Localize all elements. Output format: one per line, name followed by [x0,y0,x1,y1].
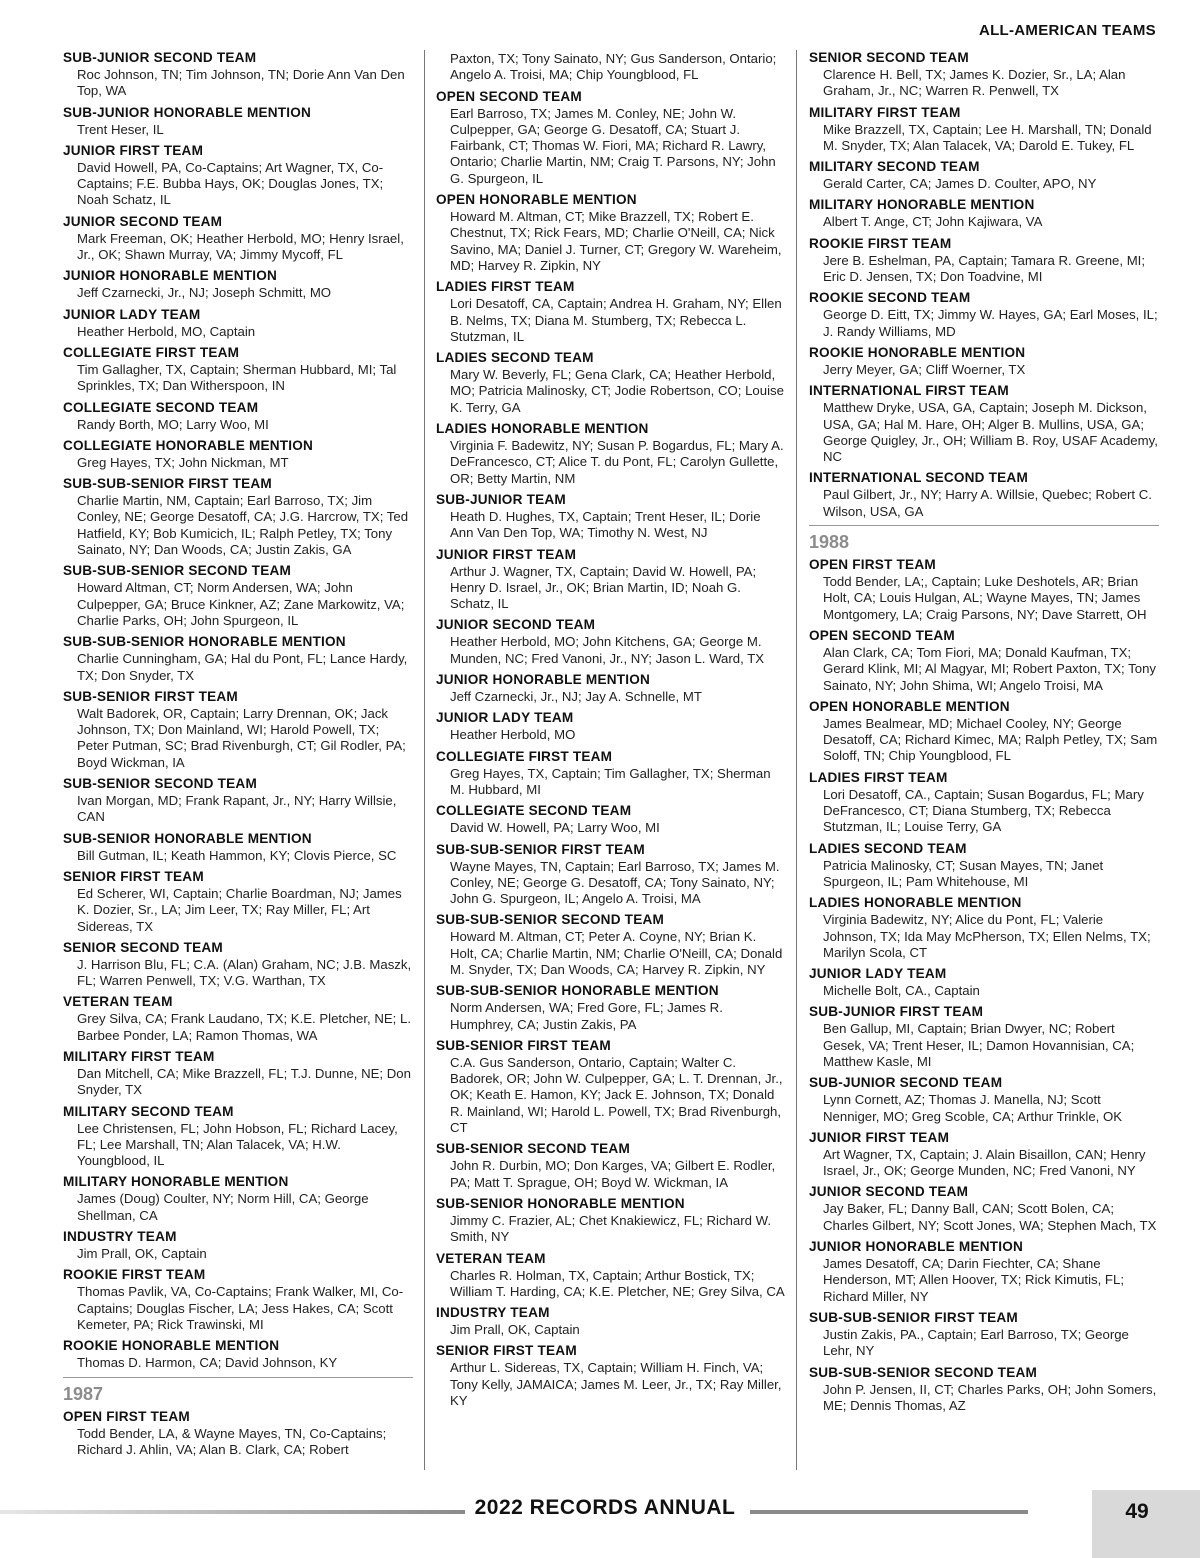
team-heading: COLLEGIATE HONORABLE MENTION [63,437,314,453]
team-entry [63,1104,413,1170]
team-heading: SENIOR SECOND TEAM [63,939,223,955]
team-entry [809,1004,1159,1070]
team-members: John R. Durbin, MO; Don Karges, VA; Gilbert E. Rodler, PA; Matt T. Sprague, OH; Boyd W. Wickman, IA [450,1158,776,1190]
team-members: Heather Herbold, MO, Captain [77,323,256,339]
team-heading: SUB-SUB-SENIOR FIRST TEAM [63,476,272,492]
team-entry [63,1174,413,1224]
team-members: Earl Barroso, TX; James M. Conley, NE; John W. Culpepper, GA; George G. Desatoff, CA; Stuart J. Fairbank, CT; Thomas W. Fiori, MA; Richard R. Lawry, Ontario; Charlie Martin, NM; Craig T. Parsons, NY; John G. Spurgeon, IL [450,105,776,186]
team-entry [809,383,1159,465]
team-members: Charlie Martin, NM, Captain; Earl Barroso, TX; Jim Conley, NE; George Desatoff, CA; J.G. Harcrow, TX; Ted Hatfield, KY; Bob Kumicich, IL; Ralph Petley, TX; Tony Sainato, NY; Dan Woods, CA; Justin Zakis, GA [77,493,409,558]
team-entry [436,89,786,187]
team-heading: SUB-SENIOR FIRST TEAM [436,1037,611,1053]
year-heading: 1987 [63,1383,104,1404]
team-entry [809,105,1159,155]
team-members: Jim Prall, OK, Captain [77,1246,207,1262]
team-entry [436,1038,786,1136]
team-entry [63,438,413,471]
team-heading: INDUSTRY TEAM [63,1229,177,1245]
team-members: Heath D. Hughes, TX, Captain; Trent Heser, IL; Dorie Ann Van Den Top, WA; Timothy N. West, NJ [450,508,761,541]
team-entry [436,1305,786,1338]
team-heading: OPEN FIRST TEAM [63,1408,190,1424]
team-members: J. Harrison Blu, FL; C.A. (Alan) Graham, NC; J.B. Maszk, FL; Warren Penwell, TX; V.G. Warthan, TX [77,956,412,989]
team-heading: SENIOR FIRST TEAM [436,1343,577,1359]
team-heading: OPEN SECOND TEAM [436,88,582,104]
team-members: Jere B. Eshelman, PA, Captain; Tamara R. Greene, MI; Eric D. Jensen, TX; Don Toadvine, MI [823,252,1146,285]
team-members: George D. Eitt, TX; Jimmy W. Hayes, GA; Earl Moses, IL; J. Randy Williams, MD [823,307,1158,339]
team-members: Mark Freeman, OK; Heather Herbold, MO; Henry Israel, Jr., OK; Shawn Murray, VA; Jimmy Mycoff, FL [77,230,404,263]
team-members: James Desatoff, CA; Darin Fiechter, CA; Shane Henderson, MT; Allen Hoover, TX; Rick Kimutis, FL; Richard Miller, NY [823,1256,1124,1304]
team-members: Mike Brazzell, TX, Captain; Lee H. Marshall, TN; Donald M. Snyder, TX; Alan Talacek, VA; Darold E. Tukey, FL [823,121,1152,153]
team-heading: JUNIOR HONORABLE MENTION [809,1239,1023,1255]
team-entry [63,634,413,684]
team-entry [809,1310,1159,1360]
team-heading: LADIES SECOND TEAM [809,840,967,856]
team-heading: JUNIOR LADY TEAM [809,966,947,982]
section-title: ALL-AMERICAN TEAMS [978,22,1156,39]
team-entry [436,749,786,799]
team-heading: SUB-JUNIOR TEAM [436,491,566,507]
team-heading: SUB-SENIOR SECOND TEAM [436,1141,630,1157]
team-members: Paul Gilbert, Jr., NY; Harry A. Willsie, Quebec; Robert C. Wilson, USA, GA [823,487,1152,519]
team-members: Norm Andersen, WA; Fred Gore, FL; James R. Humphrey, CA; Justin Zakis, PA [450,1000,723,1032]
team-entry [436,279,786,345]
team-members: Virginia F. Badewitz, NY; Susan P. Bogardus, FL; Mary A. DeFrancesco, CT; Alice T. du Pont, FL; Carolyn Gullette, OR; Betty Martin, NM [450,438,784,486]
team-heading: SUB-SUB-SENIOR HONORABLE MENTION [436,983,719,999]
team-members: Lori Desatoff, CA., Captain; Susan Bogardus, FL; Mary DeFrancesco, CT; Diana Stumberg, TX; Rebecca Stutzman, IL; Louise Terry, GA [823,786,1144,835]
team-heading: SUB-SENIOR HONORABLE MENTION [63,830,312,846]
team-entry [63,689,413,771]
team-entry [809,1130,1159,1180]
team-members: Patricia Malinosky, CT; Susan Mayes, TN; Janet Spurgeon, IL; Pam Whitehouse, MI [823,857,1104,889]
team-heading: SUB-SUB-SENIOR SECOND TEAM [809,1364,1037,1380]
team-members: Grey Silva, CA; Frank Laudano, TX; K.E. Pletcher, NE; L. Barbee Ponder, LA; Ramon Thomas, WA [77,1011,411,1043]
team-entry [63,268,413,301]
team-entry [63,1229,413,1262]
team-members: Jerry Meyer, GA; Cliff Woerner, TX [823,361,1026,377]
team-entry [809,966,1159,999]
team-members: Thomas Pavlik, VA, Co-Captains; Frank Walker, MI, Co-Captains; Douglas Fischer, LA; Jess Hakes, CA; Scott Kemeter, PA; Rick Trawinski, MI [77,1284,404,1332]
team-heading: COLLEGIATE FIRST TEAM [436,748,613,764]
team-entry [809,699,1159,765]
team-members: Greg Hayes, TX, Captain; Tim Gallagher, TX; Sherman M. Hubbard, MI [450,765,771,797]
team-entry [809,50,1159,100]
team-entry [809,1239,1159,1305]
team-heading: SUB-SUB-SENIOR HONORABLE MENTION [63,634,346,650]
team-heading: JUNIOR LADY TEAM [63,306,201,322]
team-members: Ben Gallup, MI, Captain; Brian Dwyer, NC; Robert Gesek, VA; Trent Heser, IL; Damon Hovannisian, CA; Matthew Kasle, MI [823,1021,1135,1069]
team-members: Roc Johnson, TN; Tim Johnson, TN; Dorie Ann Van Den Top, WA [77,67,405,99]
team-members: Lori Desatoff, CA, Captain; Andrea H. Graham, NY; Ellen B. Nelms, TX; Diana M. Stumberg, TX; Rebecca L. Stutzman, IL [450,296,782,344]
team-entry [63,214,413,264]
team-heading: SUB-SENIOR HONORABLE MENTION [436,1195,685,1211]
team-entry [63,307,413,340]
team-members: James Bealmear, MD; Michael Cooley, NY; George Desatoff, CA; Richard Kimec, MA; Ralph Petley, TX; Sam Soloff, TN; Chip Youngblood, FL [823,715,1158,764]
team-members: Howard Altman, CT; Norm Andersen, WA; John Culpepper, GA; Bruce Kinkner, AZ; Zane Markowitz, VA; Charlie Parks, OH; John Spurgeon, IL [77,580,405,628]
team-entry [63,776,413,826]
team-entry [809,197,1159,230]
team-entry [809,290,1159,340]
team-members: Greg Hayes, TX; John Nickman, MT [77,454,289,470]
team-members: Heather Herbold, MO [450,727,576,743]
team-heading: JUNIOR FIRST TEAM [63,142,204,158]
team-heading: SUB-SENIOR SECOND TEAM [63,776,257,792]
team-members: Trent Heser, IL [77,121,164,137]
team-heading: COLLEGIATE FIRST TEAM [63,344,240,360]
team-entry [436,710,786,743]
team-entry [436,1251,786,1301]
team-heading: JUNIOR FIRST TEAM [809,1129,950,1145]
team-heading: OPEN SECOND TEAM [809,627,955,643]
team-members: Jimmy C. Frazier, AL; Chet Knakiewicz, FL; Richard W. Smith, NY [450,1212,771,1245]
team-entry [809,159,1159,192]
team-heading: LADIES FIRST TEAM [809,769,948,785]
team-members: Jim Prall, OK, Captain [450,1322,580,1338]
team-heading: SENIOR SECOND TEAM [809,50,969,65]
year-section [809,525,1159,553]
team-members: Thomas D. Harmon, CA; David Johnson, KY [77,1355,338,1371]
team-entry [63,50,413,100]
team-members: Art Wagner, TX, Captain; J. Alain Bisaillon, CAN; Henry Israel, Jr., OK; George Munden, NC; Fred Vanoni, NY [823,1146,1146,1179]
team-heading: SUB-JUNIOR HONORABLE MENTION [63,104,312,120]
team-members: Gerald Carter, CA; James D. Coulter, APO, NY [823,176,1097,192]
team-heading: JUNIOR SECOND TEAM [63,213,223,229]
team-heading: ROOKIE FIRST TEAM [809,235,952,251]
team-entry [63,994,413,1044]
team-entry [63,345,413,395]
team-heading: ROOKIE HONORABLE MENTION [809,344,1026,360]
team-heading: JUNIOR HONORABLE MENTION [63,268,277,284]
team-entry [436,1141,786,1191]
team-entry [809,1184,1159,1234]
team-heading: ROOKIE HONORABLE MENTION [63,1338,280,1354]
team-members: Arthur L. Sidereas, TX, Captain; William H. Finch, VA; Tony Kelly, JAMAICA; James M. Leer, Jr., TX; Ray Miller, KY [450,1360,782,1409]
team-members: Mary W. Beverly, FL; Gena Clark, CA; Heather Herbold, MO; Patricia Malinosky, CT; Jodie Robertson, CO; Louise K. Terry, GA [450,367,784,415]
team-members: Bill Gutman, IL; Keath Hammon, KY; Clovis Pierce, SC [77,847,397,863]
team-members: Michelle Bolt, CA., Captain [823,983,980,999]
team-entry [436,421,786,487]
team-entry [436,547,786,613]
team-members: Randy Borth, MO; Larry Woo, MI [77,416,269,432]
team-heading: INTERNATIONAL FIRST TEAM [809,383,1009,399]
team-heading: MILITARY HONORABLE MENTION [63,1174,289,1190]
team-entry [436,1196,786,1246]
team-members: Heather Herbold, MO; John Kitchens, GA; George M. Munden, NC; Fred Vanoni, Jr., NY; Jason L. Ward, TX [450,634,765,666]
team-entry [63,869,413,935]
team-heading: SUB-SUB-SENIOR SECOND TEAM [436,912,664,928]
team-heading: SUB-SENIOR FIRST TEAM [63,688,238,704]
team-entry [809,770,1159,836]
team-heading: LADIES HONORABLE MENTION [436,421,649,437]
footer-title: 2022 RECORDS ANNUAL [474,1496,736,1519]
team-members: Wayne Mayes, TN, Captain; Earl Barroso, TX; James M. Conley, NE; George G. Desatoff, CA; Tony Sainato, NY; John G. Spurgeon, IL; Angelo A. Troisi, MA [450,858,780,907]
team-heading: VETERAN TEAM [436,1250,546,1266]
column-1 [63,50,413,1463]
team-entry [63,476,413,558]
team-heading: JUNIOR SECOND TEAM [809,1184,969,1200]
team-members: Jeff Czarnecki, Jr., NJ; Jay A. Schnelle, MT [450,689,702,705]
team-entry [63,940,413,990]
team-heading: VETERAN TEAM [63,994,173,1010]
team-members: Howard M. Altman, CT; Mike Brazzell, TX; Robert E. Chestnut, TX; Rick Fears, MD; Charlie O'Neill, CA; Nick Savino, MA; Daniel J. Turner, CT; Gregory W. Wareheim, MD; Harvey R. Zipkin, NY [450,209,782,273]
team-heading: SUB-SUB-SENIOR SECOND TEAM [63,563,291,579]
team-members: Ivan Morgan, MD; Frank Rapant, Jr., NY; Harry Willsie, CAN [77,793,397,825]
team-members: C.A. Gus Sanderson, Ontario, Captain; Walter C. Badorek, OR; John W. Culpepper, GA; L. T. Drennan, Jr., OK; Keath E. Hamon, KY; Jack E. Johnson, TX; Donald R. Mainland, WI; Harold L. Powell, TX; Brad Rivenburgh, CT [450,1054,783,1136]
team-members: Paxton, TX; Tony Sainato, NY; Gus Sanderson, Ontario; Angelo A. Troisi, MA; Chip Youngblood, FL [450,51,777,83]
team-entry [63,1049,413,1099]
team-heading: JUNIOR SECOND TEAM [436,617,596,633]
team-entry [63,400,413,433]
team-entry [63,831,413,864]
team-heading: MILITARY SECOND TEAM [809,159,980,175]
team-heading: SUB-SUB-SENIOR FIRST TEAM [436,841,645,857]
team-members: Arthur J. Wagner, TX, Captain; David W. Howell, PA; Henry D. Israel, Jr., OK; Brian Martin, ID; Noah G. Schatz, IL [450,563,757,612]
team-heading: JUNIOR FIRST TEAM [436,546,577,562]
team-members: John P. Jensen, II, CT; Charles Parks, OH; John Somers, ME; Dennis Thomas, AZ [823,1381,1157,1413]
team-entry [63,1409,413,1459]
team-heading: LADIES HONORABLE MENTION [809,895,1022,911]
team-heading: COLLEGIATE SECOND TEAM [436,803,632,819]
team-heading: COLLEGIATE SECOND TEAM [63,399,259,415]
team-members: Albert T. Ange, CT; John Kajiwara, VA [823,214,1043,230]
team-heading: SUB-SUB-SENIOR FIRST TEAM [809,1309,1018,1325]
team-entry [63,105,413,138]
team-members: Virginia Badewitz, NY; Alice du Pont, FL; Valerie Johnson, TX; Ida May McPherson, TX; Ellen Nelms, TX; Marilyn Scola, CT [823,912,1151,960]
team-members: Ed Scherer, WI, Captain; Charlie Boardman, NJ; James K. Dozier, Sr., LA; Jim Leer, TX; Ray Miller, FL; Art Sidereas, TX [77,885,402,934]
team-entry [809,470,1159,520]
team-members: Alan Clark, CA; Tom Fiori, MA; Donald Kaufman, TX; Gerard Klink, MI; Al Magyar, MI; Robert Paxton, TX; Tony Sainato, NY; John Shima, WI; Angelo Troisi, MA [823,644,1156,693]
team-heading: MILITARY FIRST TEAM [63,1048,215,1064]
team-members: Walt Badorek, OR, Captain; Larry Drennan, OK; Jack Johnson, TX; Don Mainland, WI; Harold Powell, TX; Peter Putman, SC; Brad Rivenburgh, CT; Gil Rodler, PA; Boyd Wickman, IA [77,705,406,770]
team-entry [63,1338,413,1371]
team-members: Lee Christensen, FL; John Hobson, FL; Richard Lacey, FL; Lee Marshall, TN; Alan Talacek, VA; H.W. Youngblood, IL [77,1120,398,1169]
team-entry [436,492,786,542]
footer-rule-left [0,1510,465,1514]
column-divider [796,50,797,1470]
team-entry [63,563,413,629]
team-entry [809,557,1159,623]
year-section [63,1377,413,1405]
team-heading: ROOKIE FIRST TEAM [63,1267,206,1283]
team-members: Howard M. Altman, CT; Peter A. Coyne, NY; Brian K. Holt, CA; Charlie Martin, NM; Charlie O'Neill, CA; Donald M. Snyder, TX; Dan Woods, CA; Harvey R. Zipkin, NY [450,929,783,977]
team-heading: LADIES FIRST TEAM [436,279,575,295]
team-entry [436,617,786,667]
team-heading: OPEN HONORABLE MENTION [809,698,1010,714]
column-divider [424,50,425,1470]
column-3 [809,50,1159,1419]
team-entry [436,192,786,274]
team-members: Jay Baker, FL; Danny Ball, CAN; Scott Bolen, CA; Charles Gilbert, NY; Scott Jones, WA; Stephen Mach, TX [823,1201,1157,1233]
team-members: Todd Bender, LA;, Captain; Luke Deshotels, AR; Brian Holt, CA; Louis Hulgan, AL; Wayne Mayes, TN; James Montgomery, LA; Craig Parsons, NY; Dave Starrett, OH [823,574,1147,622]
team-heading: SUB-JUNIOR SECOND TEAM [63,50,257,65]
team-heading: MILITARY SECOND TEAM [63,1103,234,1119]
team-heading: LADIES SECOND TEAM [436,350,594,366]
team-entry [809,236,1159,286]
team-heading: ROOKIE SECOND TEAM [809,290,971,306]
team-heading: OPEN FIRST TEAM [809,557,936,573]
team-heading: MILITARY FIRST TEAM [809,104,961,120]
team-heading: SUB-JUNIOR SECOND TEAM [809,1075,1003,1091]
team-members: Todd Bender, LA, & Wayne Mayes, TN, Co-Captains; Richard J. Ahlin, VA; Alan B. Clark, CA; Robert [77,1425,387,1457]
team-entry [436,912,786,978]
team-entry [809,1075,1159,1125]
team-heading: INDUSTRY TEAM [436,1305,550,1321]
team-entry [63,143,413,209]
page-number: 49 [1125,1500,1149,1523]
team-members: Dan Mitchell, CA; Mike Brazzell, FL; T.J. Dunne, NE; Don Snyder, TX [77,1065,411,1098]
team-members: Jeff Czarnecki, Jr., NJ; Joseph Schmitt, MO [77,285,332,301]
team-heading: JUNIOR LADY TEAM [436,710,574,726]
footer-rule-right [750,1510,1028,1514]
team-entry [436,672,786,705]
team-heading: SENIOR FIRST TEAM [63,868,204,884]
team-entry [436,51,786,84]
team-entry [436,842,786,908]
team-entry [809,895,1159,961]
team-members: Tim Gallagher, TX, Captain; Sherman Hubbard, MI; Tal Sprinkles, TX; Dan Witherspoon, IN [77,361,397,394]
team-heading: INTERNATIONAL SECOND TEAM [809,470,1028,486]
team-members: David W. Howell, PA; Larry Woo, MI [450,820,660,836]
team-entry [436,983,786,1033]
team-members: Justin Zakis, PA., Captain; Earl Barroso, TX; George Lehr, NY [823,1326,1129,1359]
team-members: David Howell, PA, Co-Captains; Art Wagner, TX, Co-Captains; F.E. Bubba Hays, OK; Douglas Jones, TX; Noah Schatz, IL [77,159,384,208]
team-entry [436,350,786,416]
team-heading: MILITARY HONORABLE MENTION [809,197,1035,213]
team-members: Charles R. Holman, TX, Captain; Arthur Bostick, TX; William T. Harding, CA; K.E. Pletcher, NE; Grey Silva, CA [450,1267,785,1299]
team-heading: SUB-JUNIOR FIRST TEAM [809,1004,984,1020]
team-members: Clarence H. Bell, TX; James K. Dozier, Sr., LA; Alan Graham, Jr., NC; Warren R. Penwell, TX [823,67,1126,99]
team-members: Lynn Cornett, AZ; Thomas J. Manella, NJ; Scott Nenniger, MO; Greg Scoble, CA; Arthur Trinkle, OK [823,1092,1123,1124]
team-entry [809,841,1159,891]
team-entry [809,345,1159,378]
team-entry [809,628,1159,694]
year-heading: 1988 [809,532,850,553]
team-members: James (Doug) Coulter, NY; Norm Hill, CA; George Shellman, CA [77,1191,369,1223]
team-entry [436,1343,786,1409]
team-heading: OPEN HONORABLE MENTION [436,192,637,208]
team-heading: JUNIOR HONORABLE MENTION [436,672,650,688]
team-members: Charlie Cunningham, GA; Hal du Pont, FL; Lance Hardy, TX; Don Snyder, TX [77,651,408,683]
team-entry [809,1365,1159,1415]
team-entry [436,803,786,836]
team-members: Matthew Dryke, USA, GA, Captain; Joseph M. Dickson, USA, GA; Hal M. Hare, OH; Alger B. Mullins, USA, GA; George Quigley, Jr., OH; William B. Roy, USAF Academy, NC [823,400,1158,465]
team-entry [63,1267,413,1333]
column-2 [436,50,786,1414]
